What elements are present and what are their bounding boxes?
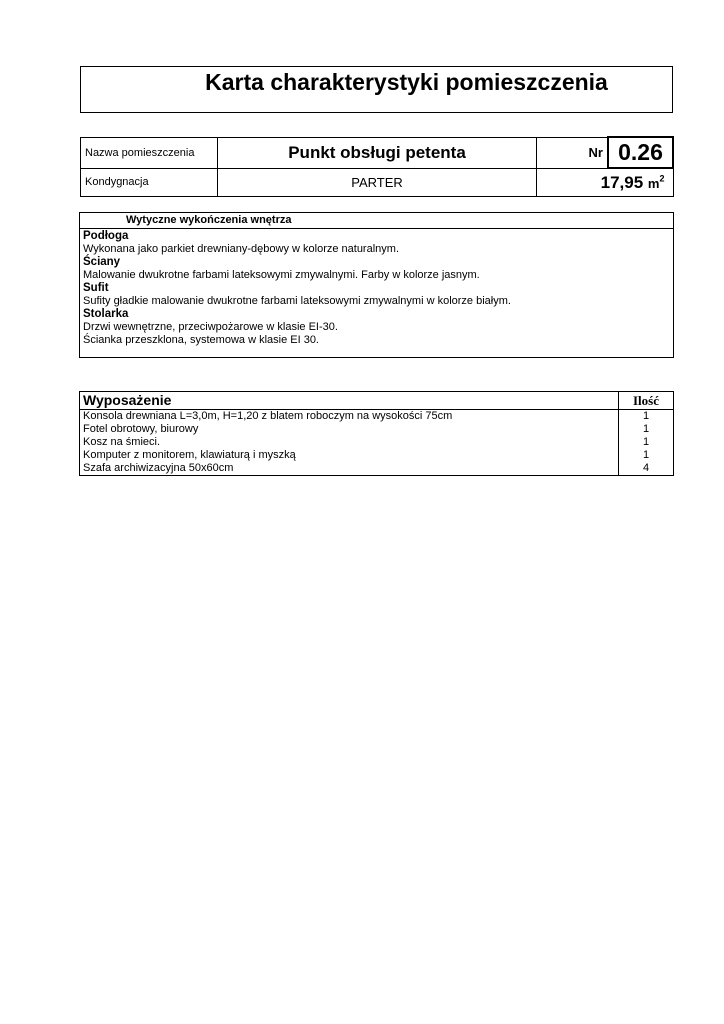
section-title: Podłoga [83, 230, 129, 242]
level-label: Kondygnacja [81, 168, 218, 197]
section-text: Malowanie dwukrotne farbami lateksowymi zmywalnymi. Farby w kolorze jasnym. [83, 269, 480, 281]
finishing-heading: Wytyczne wykończenia wnętrza [80, 213, 673, 229]
item-qty: 1 [619, 449, 674, 462]
section-text: Wykonana jako parkiet drewniany-dębowy w kolorze naturalnym. [83, 243, 399, 255]
table-row [80, 410, 674, 424]
area-value: 17,95 [600, 172, 644, 192]
equipment-header-row [80, 392, 674, 410]
item-name: Fotel obrotowy, biurowy [80, 423, 619, 436]
level-row [81, 168, 674, 197]
title-box [80, 66, 673, 113]
section-title: Sufit [83, 282, 109, 294]
room-area [537, 168, 674, 197]
room-name-row [81, 137, 674, 168]
table-row [80, 436, 674, 449]
item-qty: 4 [619, 462, 674, 476]
item-qty: 1 [619, 423, 674, 436]
section-text: Drzwi wewnętrzne, przeciwpożarowe w klasie EI-30. [83, 321, 338, 333]
table-row [80, 462, 674, 476]
section-floor [83, 230, 670, 256]
section-text: Sufity gładkie malowanie dwukrotne farbami lateksowymi zmywalnymi w kolorze białym. [83, 295, 511, 307]
area-unit: m [647, 175, 660, 191]
table-row [80, 449, 674, 462]
section-joinery [83, 308, 670, 347]
level-value: PARTER [218, 168, 537, 197]
quantity-heading: Ilość [619, 392, 674, 410]
room-number-label: Nr [537, 137, 609, 168]
finishing-content [80, 229, 673, 348]
item-name: Kosz na śmieci. [80, 436, 619, 449]
equipment-table [79, 391, 674, 476]
item-qty: 1 [619, 410, 674, 424]
room-info-table [80, 136, 674, 197]
item-name: Szafa archiwizacyjna 50x60cm [80, 462, 619, 476]
section-title: Ściany [83, 256, 121, 268]
item-name: Konsola drewniana L=3,0m, H=1,20 z blatem roboczym na wysokości 75cm [80, 410, 619, 424]
item-qty: 1 [619, 436, 674, 449]
section-text: Ścianka przeszklona, systemowa w klasie EI 30. [83, 334, 319, 346]
equipment-heading: Wyposażenie [80, 392, 619, 410]
item-name: Komputer z monitorem, klawiaturą i myszką [80, 449, 619, 462]
room-name-value: Punkt obsługi petenta [218, 137, 537, 168]
table-row [80, 423, 674, 436]
page-title: Karta charakterystyki pomieszczenia [205, 69, 608, 95]
finishing-guidelines [79, 212, 674, 358]
area-unit-exponent: 2 [659, 172, 665, 183]
section-walls [83, 256, 670, 282]
room-name-label: Nazwa pomieszczenia [81, 137, 218, 168]
room-number-value: 0.26 [608, 137, 673, 168]
section-ceiling [83, 282, 670, 308]
section-title: Stolarka [83, 308, 129, 320]
